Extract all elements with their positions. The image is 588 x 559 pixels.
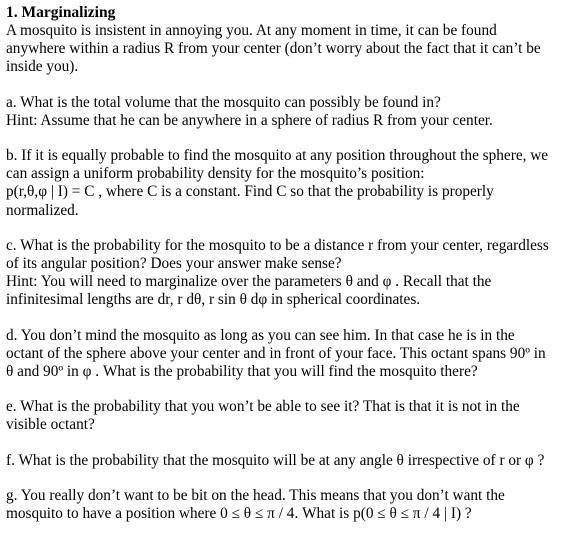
problem-title: 1. Marginalizing: [6, 4, 116, 21]
part-c-line-1: c. What is the probability for the mosquito to be a distance r from your center, regardless: [6, 236, 549, 254]
part-f-line-1: f. What is the probability that the mosquito will be at any angle θ irrespective of r or φ ?: [6, 451, 545, 469]
part-d-line-3: θ and 90º in φ . What is the probability that you will find the mosquito there?: [6, 363, 478, 381]
problem-intro: [6, 22, 582, 77]
intro-line-2: anywhere within a radius R from your center (don’t worry about the fact that it can’t be: [6, 40, 541, 58]
part-e-line-1: e. What is the probability that you won’t be able to see it? That is that it is not in the: [6, 398, 520, 416]
part-f: [6, 452, 582, 470]
intro-line-3: inside you).: [6, 58, 79, 76]
part-b-line-4: normalized.: [6, 201, 79, 219]
part-d-line-1: d. You don’t mind the mosquito as long as you can see him. In that case he is in the: [6, 326, 515, 344]
part-e: [6, 398, 582, 434]
part-b: [6, 147, 582, 220]
part-g: [6, 487, 582, 523]
part-b-line-2: can assign a uniform probability density for the mosquito’s position:: [6, 165, 425, 183]
part-c-line-4: infinitesimal lengths are dr, r dθ, r sin θ dφ in spherical coordinates.: [6, 291, 421, 309]
intro-line-1: A mosquito is insistent in annoying you. At any moment in time, it can be found: [6, 22, 497, 39]
part-b-line-3: p(r,θ,φ | I) = C , where C is a constant. Find C so that the probability is properly: [6, 183, 494, 201]
part-a-line-2: Hint: Assume that he can be anywhere in a sphere of radius R from your center.: [6, 111, 493, 129]
part-c: [6, 237, 582, 310]
part-g-line-1: g. You really don’t want to be bit on the head. This means that you don’t want the: [6, 486, 505, 504]
part-e-line-2: visible octant?: [6, 416, 95, 434]
part-c-line-2: of its angular position? Does your answer make sense?: [6, 255, 342, 273]
part-a: [6, 94, 582, 130]
part-a-line-1: a. What is the total volume that the mosquito can possibly be found in?: [6, 93, 441, 111]
part-d-line-2: octant of the sphere above your center and in front of your face. This octant spans 90º in: [6, 344, 546, 362]
part-g-line-2: mosquito to have a position where 0 ≤ θ ≤ π / 4. What is p(0 ≤ θ ≤ π / 4 | I) ?: [6, 505, 472, 523]
part-d: [6, 327, 582, 382]
part-b-line-1: b. If it is equally probable to find the mosquito at any position throughout the sphere, we: [6, 147, 549, 165]
part-c-line-3: Hint: You will need to marginalize over the parameters θ and φ . Recall that the: [6, 273, 492, 291]
